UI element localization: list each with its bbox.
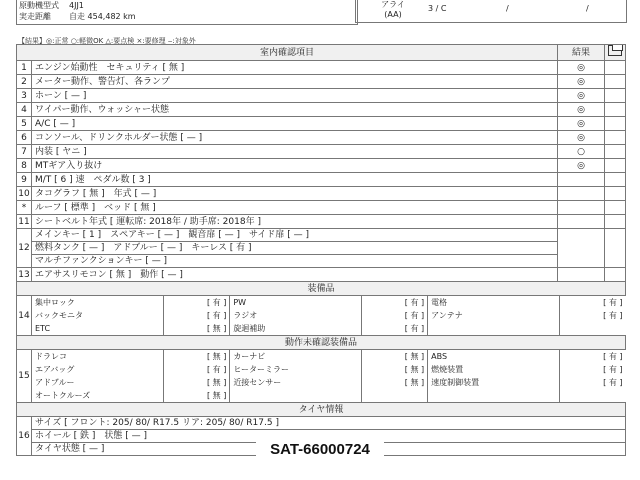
equipment-status <box>362 389 428 402</box>
equipment-status: [ 有 ] <box>206 297 227 307</box>
right-value-2: / <box>506 4 509 13</box>
row-number: 14 <box>17 296 32 336</box>
engine-model-value: 4JJ1 <box>69 1 84 10</box>
interior-row <box>17 61 626 75</box>
unchecked-row <box>17 350 626 364</box>
keys-line-3: マルチファンクションキー [ — ] <box>32 255 558 268</box>
equipment-row <box>17 322 626 336</box>
equipment-name: 燃焼装置 <box>428 363 560 376</box>
equipment-name: ドラレコ <box>32 350 164 363</box>
equipment-status <box>560 322 626 335</box>
engine-model-label: 原動機型式 <box>19 1 59 10</box>
right-label-2: (AA) <box>384 10 402 19</box>
unchecked-row <box>17 389 626 403</box>
row-number: 10 <box>18 188 30 199</box>
equipment-name: バックモニタ <box>32 309 164 322</box>
equipment-status: [ 有 ] <box>404 297 425 307</box>
row-result <box>558 173 605 187</box>
equipment-name: ラジオ <box>230 309 362 322</box>
row-item: A/C [ — ] <box>32 117 558 131</box>
row-number: 5 <box>17 117 32 131</box>
row-number: 4 <box>17 103 32 117</box>
row-number: 11 <box>18 216 30 227</box>
row-number: * <box>17 201 32 215</box>
row-item: メーター動作、警告灯、各ランプ <box>32 75 558 89</box>
row-item: MTギア入り抜け <box>32 159 558 173</box>
equipment-name: カーナビ <box>230 350 362 363</box>
equipment-name: オートクルーズ <box>32 389 164 402</box>
row-result <box>558 201 605 215</box>
row-number: 13 <box>18 269 30 280</box>
mileage-label: 実走距離 <box>19 12 51 21</box>
row-item: エンジン始動性 セキュリティ [ 無 ] <box>32 61 558 75</box>
interior-row <box>17 131 626 145</box>
row-number: 12 <box>17 229 32 268</box>
interior-row <box>17 103 626 117</box>
equipment-status: [ 有 ] <box>603 297 623 307</box>
unchecked-row <box>17 376 626 389</box>
equipment-name: 近接センサー <box>230 376 362 389</box>
interior-row <box>17 173 626 187</box>
row-result: ◎ <box>558 89 605 103</box>
row-number: 3 <box>17 89 32 103</box>
equipment-name: 電格 <box>428 296 560 309</box>
equipment-status: [ 有 ] <box>603 310 623 320</box>
equipment-status: [ 無 ] <box>206 351 227 361</box>
interior-row <box>17 215 626 229</box>
wheel-line: ホイール [ 鉄 ] 状態 [ — ] <box>32 430 626 443</box>
equipment-status: [ 無 ] <box>404 351 425 361</box>
equipment-status: [ 有 ] <box>404 310 425 320</box>
equipment-status: [ 有 ] <box>404 323 425 333</box>
row-number: 1 <box>17 61 32 75</box>
equipment-status: [ 無 ] <box>206 390 227 400</box>
header-right <box>355 0 627 23</box>
equipment-status: [ 無 ] <box>206 323 227 333</box>
copy-icon[interactable] <box>608 45 622 56</box>
right-value-3: / <box>586 4 589 13</box>
row-number: 7 <box>17 145 32 159</box>
unchecked-section-title: 動作未確認装備品 <box>17 336 626 350</box>
equipment-name: 速度制御装置 <box>428 376 560 389</box>
row-result <box>558 187 605 201</box>
row-result: ◎ <box>558 61 605 75</box>
row-result: ○ <box>558 145 605 159</box>
row-result <box>558 215 605 229</box>
row-result: ◎ <box>558 159 605 173</box>
row-result: ◎ <box>558 117 605 131</box>
row-number: 15 <box>17 350 32 403</box>
equipment-name: エアバッグ <box>32 363 164 376</box>
interior-row <box>17 117 626 131</box>
copy-icon-cell[interactable] <box>605 45 626 61</box>
row-number: 2 <box>17 75 32 89</box>
keys-line-2: 燃料タンク [ — ] アドブルー [ — ] キーレス [ 有 ] <box>32 242 558 255</box>
equipment-status: [ 無 ] <box>404 377 425 387</box>
equipment-name: アドブルー <box>32 376 164 389</box>
equipment-name: 旋迴補助 <box>230 322 362 335</box>
row-item: タコグラフ [ 無 ] 年式 [ — ] <box>32 187 558 201</box>
row-item: コンソール、ドリンクホルダー状態 [ — ] <box>32 131 558 145</box>
equipment-status: [ 無 ] <box>404 364 425 374</box>
equipment-name: ABS <box>428 350 560 363</box>
row-item: ホーン [ — ] <box>32 89 558 103</box>
equipment-row <box>17 296 626 310</box>
tire-condition-line: タイヤ状態 [ — ] <box>32 443 626 456</box>
equipment-section-title: 装備品 <box>17 282 626 296</box>
row-number: 16 <box>17 417 32 456</box>
equipment-name <box>428 389 560 402</box>
unchecked-row <box>17 363 626 376</box>
interior-row <box>17 89 626 103</box>
row-number: 8 <box>17 159 32 173</box>
interior-row <box>17 187 626 201</box>
row-number: 6 <box>17 131 32 145</box>
keys-line-1: メインキー [ 1 ] スペアキー [ — ] 観音扉 [ — ] サイド扉 [ — ] <box>32 229 558 242</box>
header-block <box>0 0 640 34</box>
row-item: ワイパー動作、ウォッシャー状態 <box>32 103 558 117</box>
equipment-status: [ 有 ] <box>603 377 623 387</box>
equipment-name: ヒーターミラー <box>230 363 362 376</box>
header-left <box>16 0 358 25</box>
interior-row <box>17 159 626 173</box>
equipment-status: [ 有 ] <box>603 364 623 374</box>
row-item: M/T [ 6 ] 速 ペダル数 [ 3 ] <box>32 173 558 187</box>
interior-section-title: 室内確認項目 <box>17 45 558 61</box>
equipment-name: PW <box>230 296 362 309</box>
equipment-status: [ 無 ] <box>206 377 227 387</box>
interior-row <box>17 201 626 215</box>
result-legend: 【結果】◎:正常 ○:軽微OK △:要点検 ×:要修理 ‒:対象外 <box>18 37 196 45</box>
stock-number-stamp: SAT-66000724 <box>256 440 384 460</box>
row-result: ◎ <box>558 131 605 145</box>
interior-row <box>17 75 626 89</box>
row-item: ルーフ [ 標準 ] ベッド [ 無 ] <box>32 201 558 215</box>
inspection-table <box>16 44 626 456</box>
row-number: 9 <box>17 173 32 187</box>
equipment-name <box>428 322 560 335</box>
result-header: 結果 <box>558 45 605 61</box>
equipment-name: 集中ロック <box>32 296 164 309</box>
row-item: 内装 [ ヤニ ] <box>32 145 558 159</box>
equipment-status: [ 有 ] <box>603 351 623 361</box>
equipment-status: [ 有 ] <box>206 364 227 374</box>
right-label-1: アライ <box>381 0 405 9</box>
interior-row <box>17 145 626 159</box>
tire-size-line: サイズ [ フロント: 205/ 80/ R17.5 リア: 205/ 80/ R17.5 ] <box>32 417 626 430</box>
equipment-row <box>17 309 626 322</box>
right-value-1: 3 / C <box>428 4 447 13</box>
mileage-value: 自走 454,482 km <box>69 12 136 21</box>
equipment-name <box>230 389 362 402</box>
equipment-name: ETC <box>32 322 164 335</box>
tire-section-title: タイヤ情報 <box>17 403 626 417</box>
row-result: ◎ <box>558 75 605 89</box>
equipment-status <box>560 389 626 402</box>
air-suspension-row: エアサスリモコン [ 無 ] 動作 [ — ] <box>32 268 558 282</box>
equipment-status: [ 有 ] <box>206 310 227 320</box>
row-result: ◎ <box>558 103 605 117</box>
row-item: シートベルト年式 [ 運転席: 2018年 / 助手席: 2018年 ] <box>32 215 558 229</box>
equipment-name: アンテナ <box>428 309 560 322</box>
